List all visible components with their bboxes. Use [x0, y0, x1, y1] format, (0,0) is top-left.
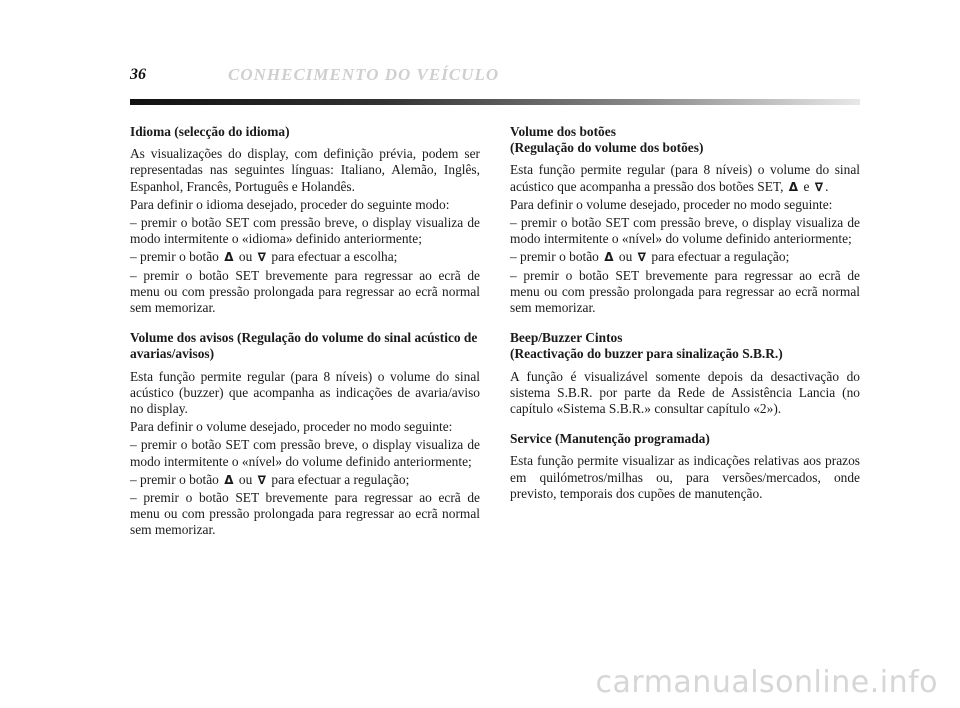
paragraph: – premir o botão SET brevemente para regressar ao ecrã de menu ou com pressão prolongada para regressar ao ecrã normal sem memorizar. — [510, 267, 860, 316]
section-service — [510, 431, 860, 502]
left-column — [130, 124, 480, 553]
page-header — [130, 64, 860, 94]
up-triangle-icon: Δ — [604, 250, 614, 265]
paragraph — [130, 249, 480, 265]
text-fragment: para efectuar a regulação; — [271, 471, 410, 487]
section-heading: Beep/Buzzer Cintos (Reactivação do buzzer para sinalização S.B.R.) — [510, 330, 783, 362]
down-triangle-icon: ∇ — [814, 179, 824, 194]
text-fragment: – premir o botão — [130, 249, 219, 265]
paragraph — [130, 472, 480, 488]
paragraph: – premir o botão SET com pressão breve, o display visualiza de modo intermitente o «nível» do volume definido anteriormente; — [510, 215, 860, 247]
up-triangle-icon: Δ — [224, 472, 234, 487]
paragraph: As visualizações do display, com definição prévia, podem ser representadas nas seguintes línguas: Italiano, Alemão, Inglês, Espanhol, Francês, Português e Holandês. — [130, 146, 480, 194]
paragraph: – premir o botão SET brevemente para regressar ao ecrã de menu ou com pressão prolongada para regressar ao ecrã normal sem memorizar. — [130, 490, 480, 538]
chapter-title: CONHECIMENTO DO VEÍCULO — [228, 65, 500, 84]
down-triangle-icon: ∇ — [637, 250, 647, 265]
section-heading: Volume dos botões (Regulação do volume dos botões) — [510, 124, 704, 156]
paragraph: – premir o botão SET com pressão breve, o display visualiza de modo intermitente o «nível» do volume definido anteriormente; — [130, 437, 480, 469]
section-beep-buzzer — [510, 330, 860, 417]
paragraph: – premir o botão SET brevemente para regressar ao ecrã de menu ou com pressão prolongada para regressar ao ecrã normal sem memorizar. — [130, 267, 480, 316]
paragraph: Para definir o volume desejado, proceder no modo seguinte: — [130, 419, 453, 435]
paragraph — [510, 162, 860, 194]
text-fragment: e — [803, 178, 810, 194]
section-heading: Volume dos avisos (Regulação do volume do sinal acústico de avarias/avisos) — [130, 330, 478, 362]
section-heading: Idioma (selecção do idioma) — [130, 124, 290, 139]
section-heading: Service (Manutenção programada) — [510, 431, 710, 447]
section-volume-botoes — [510, 124, 860, 316]
text-fragment: – premir o botão — [130, 471, 219, 487]
watermark: carmanualsonline.info — [595, 665, 938, 700]
paragraph: Esta função permite visualizar as indicações relativas aos prazos em quilómetros/milhas ou, para versões/mercados, onde previsto, temporais dos cupões de manutenção. — [510, 453, 860, 501]
text-fragment: ou — [238, 249, 253, 265]
text-fragment: . — [825, 178, 829, 194]
text-fragment: Esta função permite regular (para 8 níveis) o volume do sinal acústico que acompanha a pressão dos botões SET, — [510, 162, 860, 194]
header-divider — [130, 99, 860, 105]
up-triangle-icon: Δ — [224, 250, 234, 265]
text-fragment: para efectuar a regulação; — [651, 249, 790, 265]
paragraph — [510, 249, 860, 265]
right-column — [510, 124, 860, 516]
paragraph: Esta função permite regular (para 8 níveis) o volume do sinal acústico (buzzer) que acompanha as indicações de avaria/aviso no display. — [130, 368, 480, 417]
section-volume-avisos — [130, 330, 480, 538]
section-idioma — [130, 124, 480, 316]
paragraph: – premir o botão SET com pressão breve, o display visualiza de modo intermitente o «idioma» definido anteriormente; — [130, 215, 480, 247]
down-triangle-icon: ∇ — [257, 472, 267, 487]
text-fragment: – premir o botão — [510, 249, 599, 265]
text-fragment: para efectuar a escolha; — [271, 249, 398, 265]
down-triangle-icon: ∇ — [257, 250, 267, 265]
up-triangle-icon: Δ — [788, 179, 799, 194]
text-fragment: ou — [618, 249, 633, 265]
page-number: 36 — [130, 66, 146, 83]
text-fragment: ou — [238, 471, 253, 487]
paragraph: Para definir o idioma desejado, proceder do seguinte modo: — [130, 196, 450, 212]
paragraph: A função é visualizável somente depois da desactivação do sistema S.B.R. por parte da Rede de Assistência Lancia (no capítulo «Sistema S.B.R.» consultar capítulo «2»). — [510, 368, 860, 417]
paragraph: Para definir o volume desejado, proceder no modo seguinte: — [510, 196, 833, 212]
